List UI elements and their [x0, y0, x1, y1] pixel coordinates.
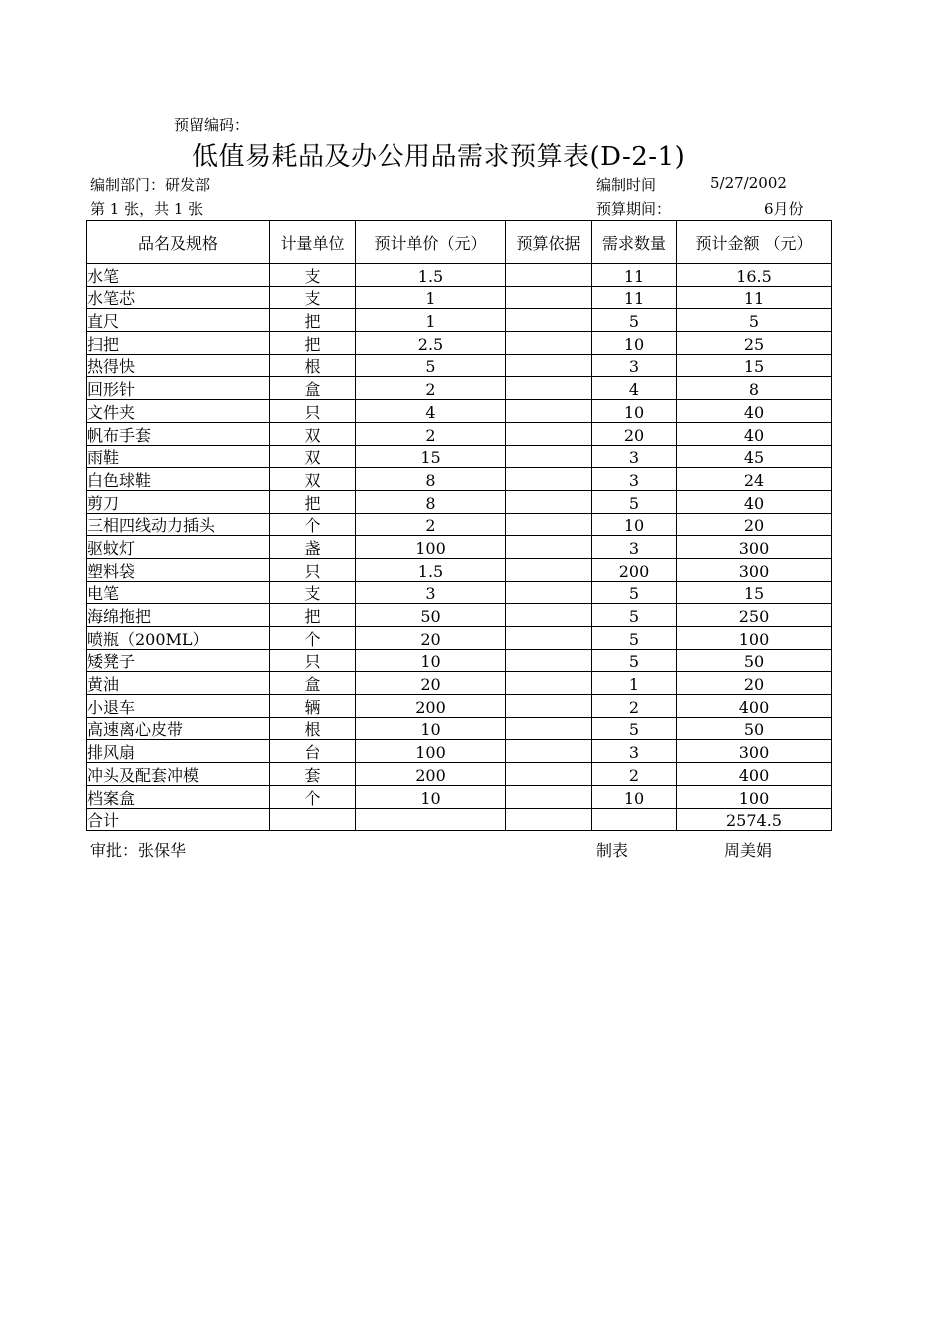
- item-unit: 支: [270, 264, 356, 287]
- item-price: 200: [356, 763, 506, 786]
- item-unit: 双: [270, 468, 356, 491]
- item-name: 喷瓶（200ML）: [87, 627, 270, 650]
- item-name: 高速离心皮带: [87, 717, 270, 740]
- item-amount: 100: [677, 627, 832, 650]
- item-price: 2: [356, 513, 506, 536]
- item-price: 10: [356, 717, 506, 740]
- item-unit: 个: [270, 513, 356, 536]
- item-quantity: 11: [592, 264, 677, 287]
- item-quantity: 11: [592, 286, 677, 309]
- table-row: [87, 785, 832, 808]
- item-price: 100: [356, 740, 506, 763]
- item-basis: [506, 558, 592, 581]
- total-label: 合计: [87, 808, 270, 831]
- item-basis: [506, 581, 592, 604]
- item-name: 小退车: [87, 695, 270, 718]
- total-row: [87, 808, 832, 831]
- item-basis: [506, 740, 592, 763]
- item-name: 剪刀: [87, 490, 270, 513]
- table-row: [87, 490, 832, 513]
- item-basis: [506, 422, 592, 445]
- item-amount: 24: [677, 468, 832, 491]
- item-basis: [506, 513, 592, 536]
- item-quantity: 3: [592, 740, 677, 763]
- item-basis: [506, 468, 592, 491]
- item-basis: [506, 627, 592, 650]
- item-quantity: 10: [592, 785, 677, 808]
- table-row: [87, 649, 832, 672]
- item-quantity: 5: [592, 717, 677, 740]
- item-price: 4: [356, 400, 506, 423]
- item-amount: 11: [677, 286, 832, 309]
- item-quantity: 5: [592, 490, 677, 513]
- item-name: 冲头及配套冲模: [87, 763, 270, 786]
- item-basis: [506, 604, 592, 627]
- item-price: 2: [356, 422, 506, 445]
- item-name: 档案盒: [87, 785, 270, 808]
- item-name: 直尺: [87, 309, 270, 332]
- item-unit: 只: [270, 649, 356, 672]
- item-unit: 双: [270, 445, 356, 468]
- item-amount: 15: [677, 354, 832, 377]
- item-unit: 盏: [270, 536, 356, 559]
- item-quantity: 20: [592, 422, 677, 445]
- item-basis: [506, 785, 592, 808]
- item-amount: 50: [677, 649, 832, 672]
- table-row: [87, 536, 832, 559]
- item-basis: [506, 377, 592, 400]
- item-price: 1.5: [356, 558, 506, 581]
- item-name: 黄油: [87, 672, 270, 695]
- maker-name: 周美娟: [724, 841, 773, 860]
- sheet-info: 第 1 张，共 1 张: [90, 200, 204, 218]
- item-unit: 支: [270, 581, 356, 604]
- item-amount: 25: [677, 332, 832, 355]
- table-row: [87, 627, 832, 650]
- page-title: 低值易耗品及办公用品需求预算表(D-2-1): [192, 142, 686, 172]
- table-row: [87, 422, 832, 445]
- item-amount: 8: [677, 377, 832, 400]
- item-quantity: 5: [592, 581, 677, 604]
- table-row: [87, 468, 832, 491]
- table-row: [87, 309, 832, 332]
- item-quantity: 2: [592, 763, 677, 786]
- item-price: 2: [356, 377, 506, 400]
- maker-label: 制表: [596, 841, 629, 860]
- table-row: [87, 604, 832, 627]
- item-amount: 300: [677, 536, 832, 559]
- item-price: 1: [356, 309, 506, 332]
- item-name: 水笔: [87, 264, 270, 287]
- item-amount: 300: [677, 558, 832, 581]
- item-basis: [506, 717, 592, 740]
- item-basis: [506, 286, 592, 309]
- total-price-cell: [356, 808, 506, 831]
- item-price: 50: [356, 604, 506, 627]
- item-basis: [506, 445, 592, 468]
- item-unit: 把: [270, 309, 356, 332]
- item-basis: [506, 649, 592, 672]
- item-basis: [506, 332, 592, 355]
- item-price: 10: [356, 649, 506, 672]
- table-row: [87, 558, 832, 581]
- item-name: 热得快: [87, 354, 270, 377]
- item-unit: 只: [270, 558, 356, 581]
- item-basis: [506, 536, 592, 559]
- item-basis: [506, 309, 592, 332]
- table-row: [87, 354, 832, 377]
- item-unit: 台: [270, 740, 356, 763]
- item-name: 雨鞋: [87, 445, 270, 468]
- item-quantity: 5: [592, 627, 677, 650]
- table-row: [87, 332, 832, 355]
- item-name: 驱蚊灯: [87, 536, 270, 559]
- total-unit-cell: [270, 808, 356, 831]
- item-basis: [506, 400, 592, 423]
- table-row: [87, 513, 832, 536]
- item-amount: 40: [677, 400, 832, 423]
- item-unit: 根: [270, 354, 356, 377]
- item-name: 三相四线动力插头: [87, 513, 270, 536]
- budget-period-label: 预算期间：: [596, 200, 672, 218]
- total-amount: 2574.5: [677, 808, 832, 831]
- item-amount: 300: [677, 740, 832, 763]
- item-basis: [506, 695, 592, 718]
- item-price: 15: [356, 445, 506, 468]
- item-price: 20: [356, 627, 506, 650]
- item-amount: 400: [677, 763, 832, 786]
- item-basis: [506, 763, 592, 786]
- item-unit: 把: [270, 490, 356, 513]
- item-price: 1.5: [356, 264, 506, 287]
- item-name: 扫把: [87, 332, 270, 355]
- item-name: 帆布手套: [87, 422, 270, 445]
- item-quantity: 3: [592, 354, 677, 377]
- item-amount: 40: [677, 490, 832, 513]
- item-price: 1: [356, 286, 506, 309]
- column-header-basis: 预算依据: [506, 221, 592, 264]
- compile-time-label: 编制时间: [596, 176, 657, 194]
- item-quantity: 10: [592, 332, 677, 355]
- item-name: 文件夹: [87, 400, 270, 423]
- column-header-price: 预计单价（元）: [356, 221, 506, 264]
- table-header-row: [87, 221, 832, 264]
- item-basis: [506, 490, 592, 513]
- item-amount: 40: [677, 422, 832, 445]
- item-price: 3: [356, 581, 506, 604]
- table-row: [87, 581, 832, 604]
- item-name: 白色球鞋: [87, 468, 270, 491]
- item-unit: 盒: [270, 672, 356, 695]
- item-quantity: 5: [592, 309, 677, 332]
- item-name: 塑料袋: [87, 558, 270, 581]
- table-row: [87, 286, 832, 309]
- reserve-code-label: 预留编码：: [174, 116, 250, 134]
- item-unit: 支: [270, 286, 356, 309]
- item-name: 电笔: [87, 581, 270, 604]
- item-amount: 20: [677, 513, 832, 536]
- table-row: [87, 445, 832, 468]
- item-quantity: 10: [592, 513, 677, 536]
- item-name: 海绵拖把: [87, 604, 270, 627]
- item-amount: 250: [677, 604, 832, 627]
- item-name: 水笔芯: [87, 286, 270, 309]
- approval-label: 审批：张保华: [90, 841, 187, 860]
- item-amount: 20: [677, 672, 832, 695]
- table-row: [87, 763, 832, 786]
- table-row: [87, 672, 832, 695]
- item-quantity: 200: [592, 558, 677, 581]
- item-price: 5: [356, 354, 506, 377]
- column-header-name: 品名及规格: [87, 221, 270, 264]
- item-amount: 50: [677, 717, 832, 740]
- item-amount: 400: [677, 695, 832, 718]
- item-quantity: 1: [592, 672, 677, 695]
- item-unit: 个: [270, 627, 356, 650]
- item-basis: [506, 264, 592, 287]
- item-quantity: 3: [592, 468, 677, 491]
- item-basis: [506, 354, 592, 377]
- department-label: 编制部门：研发部: [90, 176, 211, 194]
- item-amount: 15: [677, 581, 832, 604]
- table-row: [87, 400, 832, 423]
- table-row: [87, 264, 832, 287]
- item-price: 100: [356, 536, 506, 559]
- total-quantity-cell: [592, 808, 677, 831]
- item-name: 矮凳子: [87, 649, 270, 672]
- item-price: 8: [356, 468, 506, 491]
- item-unit: 根: [270, 717, 356, 740]
- column-header-amount: 预计金额 （元）: [677, 221, 832, 264]
- item-name: 回形针: [87, 377, 270, 400]
- item-price: 8: [356, 490, 506, 513]
- total-basis-cell: [506, 808, 592, 831]
- item-quantity: 5: [592, 604, 677, 627]
- table-row: [87, 717, 832, 740]
- item-price: 200: [356, 695, 506, 718]
- item-name: 排风扇: [87, 740, 270, 763]
- table-row: [87, 695, 832, 718]
- table-row: [87, 377, 832, 400]
- table-row: [87, 740, 832, 763]
- item-quantity: 10: [592, 400, 677, 423]
- item-unit: 辆: [270, 695, 356, 718]
- item-quantity: 3: [592, 445, 677, 468]
- item-amount: 100: [677, 785, 832, 808]
- column-header-quantity: 需求数量: [592, 221, 677, 264]
- item-quantity: 5: [592, 649, 677, 672]
- item-amount: 16.5: [677, 264, 832, 287]
- item-basis: [506, 672, 592, 695]
- item-unit: 只: [270, 400, 356, 423]
- item-amount: 5: [677, 309, 832, 332]
- budget-table: [86, 220, 832, 831]
- item-amount: 45: [677, 445, 832, 468]
- budget-period-value: 6月份: [764, 200, 804, 218]
- item-unit: 双: [270, 422, 356, 445]
- item-price: 20: [356, 672, 506, 695]
- item-quantity: 4: [592, 377, 677, 400]
- item-unit: 把: [270, 604, 356, 627]
- column-header-unit: 计量单位: [270, 221, 356, 264]
- compile-time-value: 5/27/2002: [710, 174, 787, 192]
- item-quantity: 2: [592, 695, 677, 718]
- item-quantity: 3: [592, 536, 677, 559]
- item-unit: 个: [270, 785, 356, 808]
- item-price: 10: [356, 785, 506, 808]
- item-unit: 套: [270, 763, 356, 786]
- item-price: 2.5: [356, 332, 506, 355]
- item-unit: 盒: [270, 377, 356, 400]
- item-unit: 把: [270, 332, 356, 355]
